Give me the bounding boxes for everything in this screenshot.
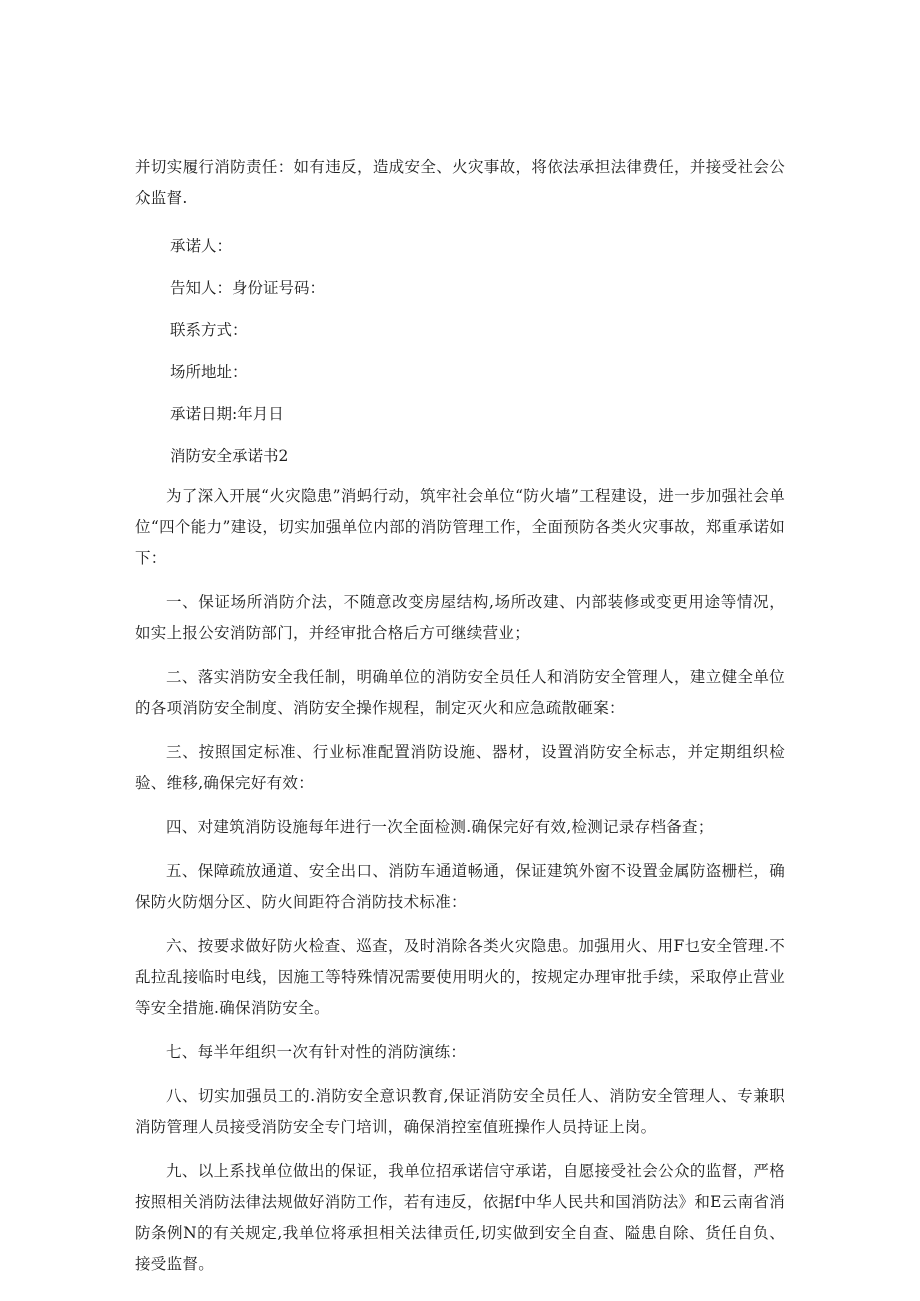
notifier-field: 告知人：身份证号码： (170, 279, 326, 297)
date-field: 承诺日期:年月日 (170, 405, 284, 423)
commitment-item-9: 九、以上系找单位做出的保证，我单位招承诺信守承诺，自愿接受社会公众的监督，严格按照相关消防法律法规做好消防工作，若有违反，依据f中华人民共和国消防法》和E云南省消防条例N的有关规定,我单位将承担相关法律贡任,切实做到安全自查、隘患自除、货任自负、接受监督。 (135, 1162, 785, 1273)
commitment-item-4: 四、对建筑消防设施每年进行一次全面检测.确保完好有效,检测记录存档备查； (166, 818, 714, 836)
section-title: 消防安全承诺书2 (170, 447, 289, 465)
commitment-item-5: 五、保障疏放通道、安全出口、消防车通道畅通，保证建筑外窗不设置金属防盗栅栏，确保防火防烟分区、防火间距符合消防技术标准： (135, 862, 785, 911)
commitment-item-1: 一、保证场所消防介法，不随意改变房屋结构,场所改建、内部装修或变更用途等情况，如实上报公安消防部门，并经审批合格后方可继续营业； (135, 593, 785, 642)
document-page (135, 152, 785, 1280)
commitment-item-6: 六、按要求做好防火检查、巡查，及时消除各类火灾隐患。加强用火、用F乜安全管理.不乱拉乱接临时电线，因施工等特殊情况需要使用明火的，按规定办理审批手续，采取停止营业等安全措施.确保消防安全。 (135, 937, 785, 1017)
commitment-item-7: 七、每半年组织一次有针对性的消防演练： (166, 1043, 467, 1061)
intro-continuation: 并切实履行消防责任：如有违反，造成安全、火灾事故，将依法承担法律费任，并接受社会公众监督. (135, 158, 785, 207)
commitment-item-2: 二、落实消防安全我任制，明确单位的消防安全员任人和消防安全管理人，建立健全单位的各项消防安全制度、消防安全操作规程，制定灭火和应急疏散砸案： (135, 668, 785, 717)
address-field: 场所地址： (170, 363, 248, 381)
preamble-paragraph: 为了深入开展“火灾隐患”消蚂行动，筑牢社会单位“防火墙”工程建设，进一步加强社会单位“四个能力”建设，切实加强单位内部的消防管理工作，全面预防各类火灾事故，郑重承诺如下： (135, 487, 785, 567)
commitment-item-3: 三、按照国定标准、行业标准配置消防设施、器材，设置消防安全标志，并定期组织检验、维移,确保完好有效： (135, 743, 785, 792)
contact-field: 联系方式： (170, 321, 248, 339)
commitment-item-8: 八、切实加强员工的.消防安全意识教育,保证消防安全员任人、消防安全管理人、专兼职消防管理人员接受消防安全专门培训，确保消控室值班操作人员持证上岗。 (135, 1087, 785, 1136)
promisor-field: 承诺人： (170, 237, 233, 255)
